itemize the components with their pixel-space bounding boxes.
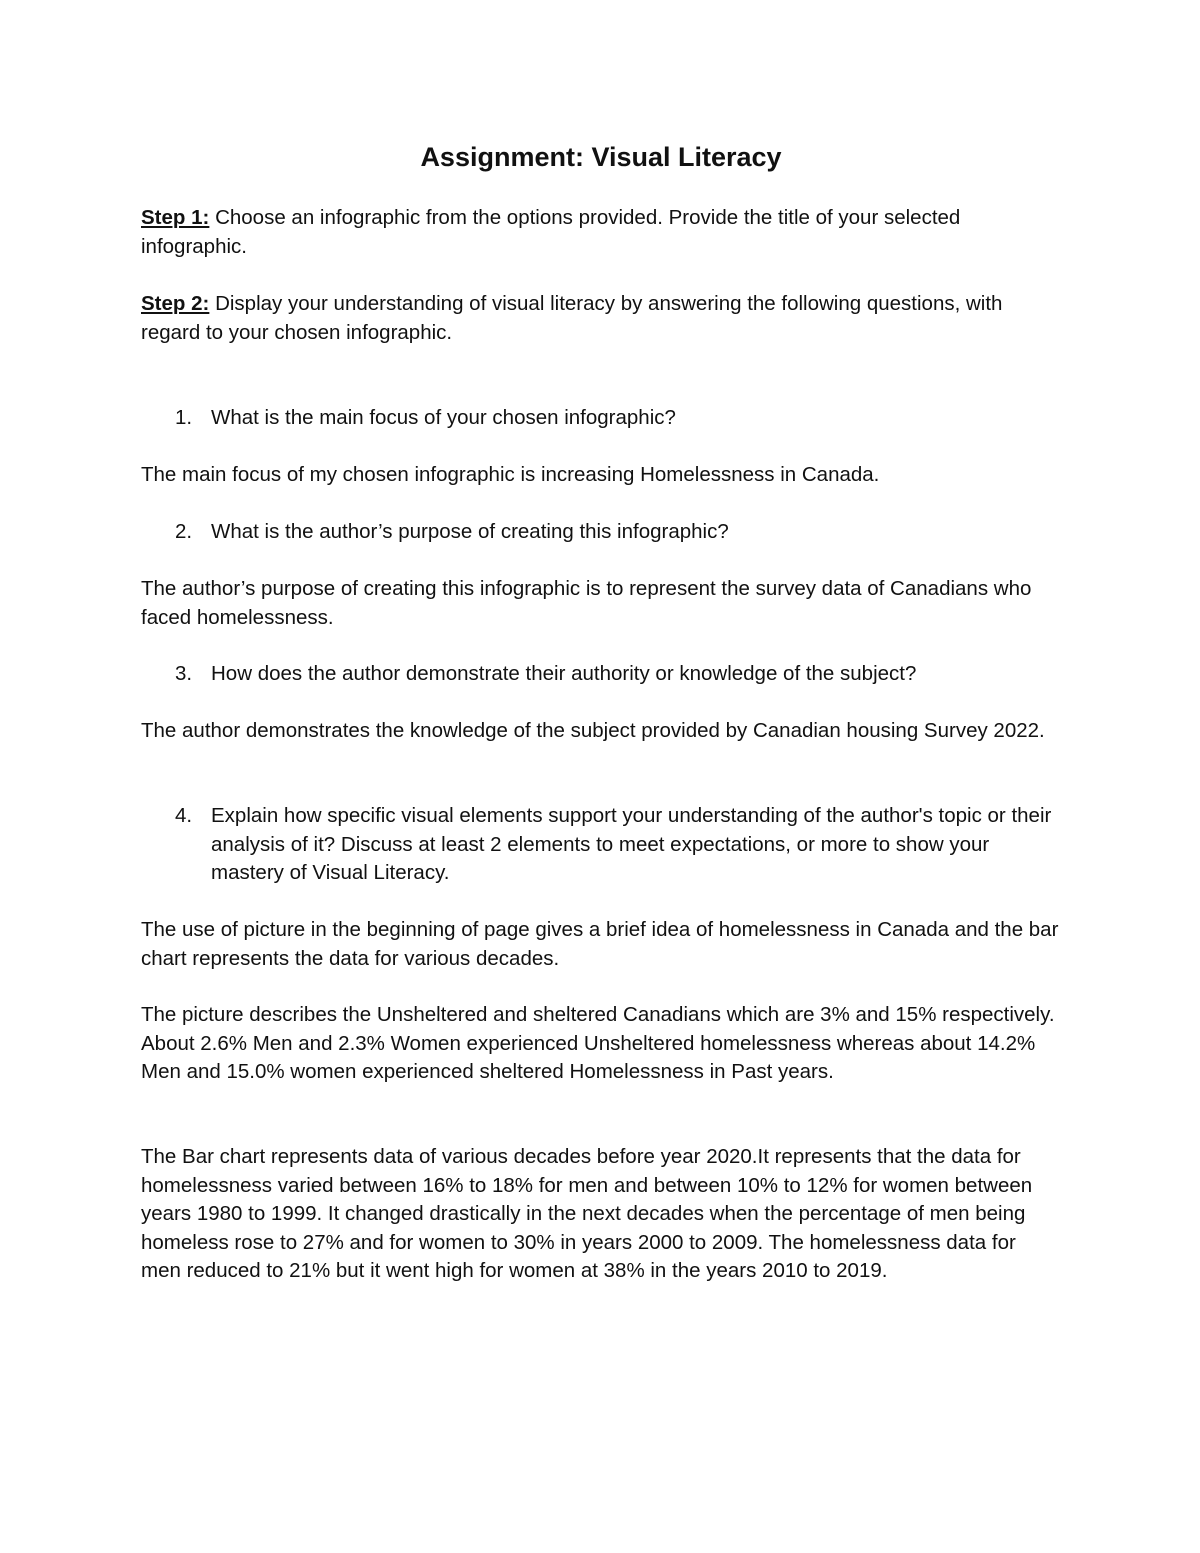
- answer-4-paragraph-1: The use of picture in the beginning of page gives a brief idea of homelessness in Canada and the bar chart represents the data for various decades.: [141, 918, 1059, 970]
- step-1-paragraph: [141, 204, 1061, 261]
- page-title: Assignment: Visual Literacy: [420, 142, 782, 172]
- question-3-number: 3.: [175, 662, 193, 685]
- answer-4-paragraph-3: The Bar chart represents data of various decades before year 2020.It represents that the data for homelessness varied between 16% to 18% for men and between 10% to 12% for women between years 1980 to 1999. It changed drastically in the next decades when the percentage of men being homeless rose to 27% and for women to 30% in years 2000 to 2009. The homelessness data for men reduced to 21% but it went high for women at 38% in the years 2010 to 2019.: [141, 1145, 1033, 1282]
- question-1-text: What is the main focus of your chosen infographic?: [211, 406, 676, 429]
- answer-2: The author’s purpose of creating this infographic is to represent the survey data of Canadians who faced homelessness.: [141, 577, 1032, 629]
- question-4: [175, 802, 1055, 888]
- question-2: [175, 518, 1055, 547]
- question-3-text: How does the author demonstrate their authority or knowledge of the subject?: [211, 662, 917, 685]
- question-2-text: What is the author’s purpose of creating this infographic?: [211, 520, 729, 543]
- question-1-number: 1.: [175, 406, 193, 429]
- answer-1: The main focus of my chosen infographic is increasing Homelessness in Canada.: [141, 463, 880, 486]
- question-1: [175, 404, 1055, 433]
- question-2-number: 2.: [175, 520, 193, 543]
- question-3: [175, 660, 1055, 689]
- answer-3: The author demonstrates the knowledge of the subject provided by Canadian housing Survey 2022.: [141, 719, 1045, 742]
- question-4-text: Explain how specific visual elements support your understanding of the author's topic or their analysis of it? Discuss at least 2 elements to meet expectations, or more to show your mastery of Visual Literacy.: [211, 804, 1052, 884]
- step-2-paragraph: [141, 290, 1061, 347]
- step-1-label: Step 1:: [141, 206, 210, 229]
- step-2-text: Display your understanding of visual literacy by answering the following questions, with regard to your chosen infographic.: [141, 292, 1003, 344]
- step-1-text: Choose an infographic from the options provided. Provide the title of your selected infographic.: [141, 206, 961, 258]
- answer-4-paragraph-2: The picture describes the Unsheltered and sheltered Canadians which are 3% and 15% respectively. About 2.6% Men and 2.3% Women experienced Unsheltered homelessness whereas about 14.2% Men and 15.0% women experienced sheltered Homelessness in Past years.: [141, 1003, 1055, 1083]
- step-2-label: Step 2:: [141, 292, 210, 315]
- question-4-number: 4.: [175, 804, 193, 827]
